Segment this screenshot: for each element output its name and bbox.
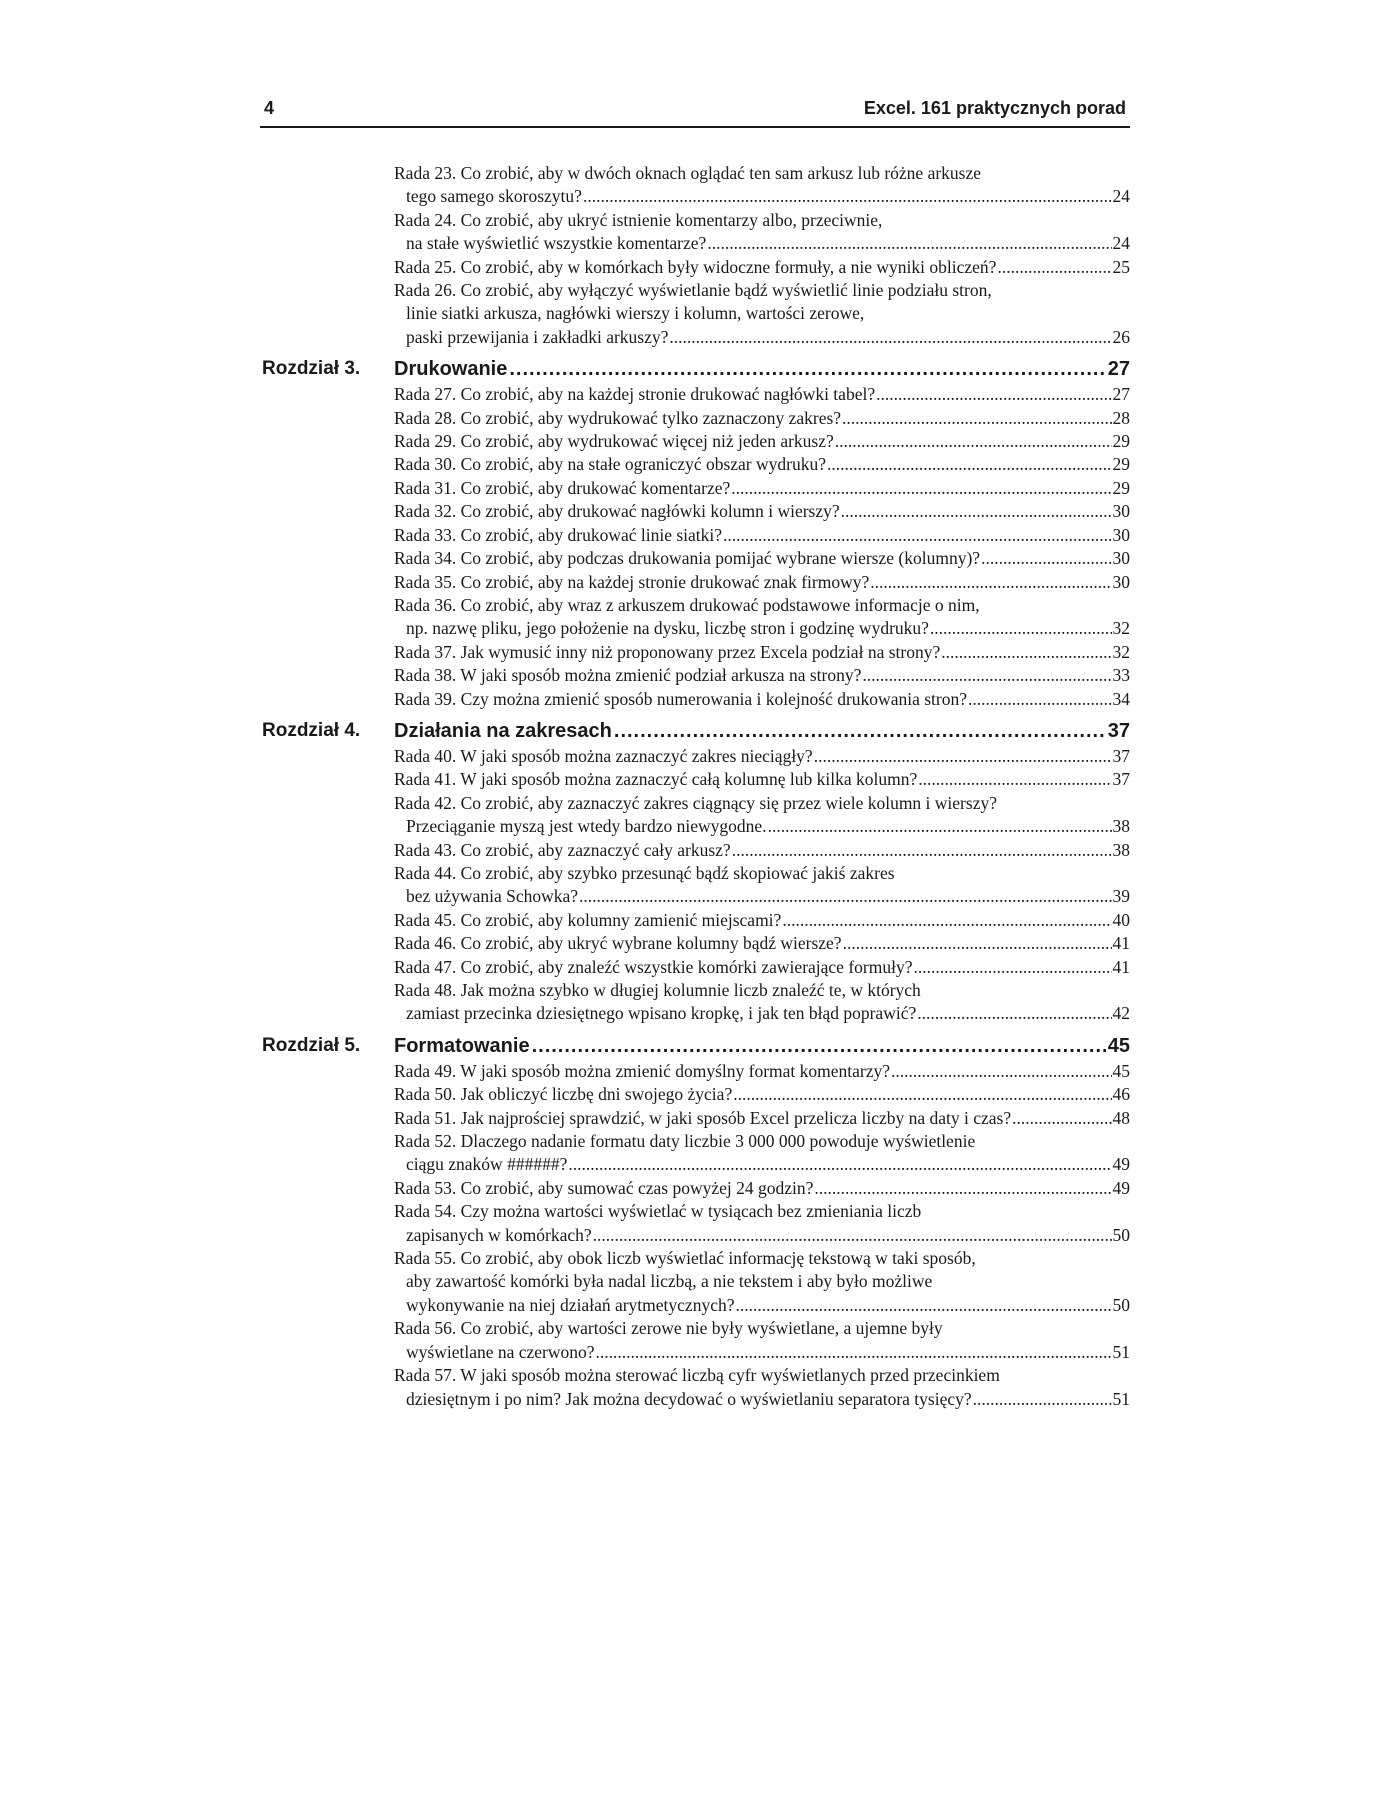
entry-text-line: Rada 34. Co zrobić, aby podczas drukowania pomijać wybrane wiersze (kolumny)? bbox=[394, 548, 981, 569]
entry-text-line: Rada 56. Co zrobić, aby wartości zerowe nie były wyświetlane, a ujemne były bbox=[394, 1318, 943, 1339]
chapter-title: Drukowanie bbox=[394, 358, 508, 381]
entry-text-line: Rada 37. Jak wymusić inny niż proponowany przez Excela podział na strony? bbox=[394, 641, 941, 662]
dot-leader bbox=[731, 477, 1111, 500]
table-of-contents bbox=[262, 162, 1130, 1411]
entry-text-line: Rada 25. Co zrobić, aby w komórkach były widoczne formuły, a nie wyniki obliczeń? bbox=[394, 256, 997, 277]
entry-text-line: Rada 33. Co zrobić, aby drukować linie siatki? bbox=[394, 524, 723, 545]
toc-entry[interactable] bbox=[394, 524, 1130, 547]
entry-last-line bbox=[394, 909, 1130, 932]
entry-page-number: 30 bbox=[1112, 524, 1130, 545]
toc-entry[interactable] bbox=[394, 932, 1130, 955]
entry-text-line: Rada 24. Co zrobić, aby ukryć istnienie komentarzy albo, przeciwnie, bbox=[394, 209, 883, 230]
entry-page-number: 38 bbox=[1112, 839, 1130, 860]
dot-leader bbox=[941, 641, 1111, 664]
toc-entry[interactable] bbox=[394, 407, 1130, 430]
entry-text-line: Rada 41. W jaki sposób można zaznaczyć całą kolumnę lub kilka kolumn? bbox=[394, 769, 918, 790]
entry-last-line bbox=[394, 232, 1130, 255]
dot-leader bbox=[842, 407, 1111, 430]
dot-leader bbox=[814, 1177, 1111, 1200]
dot-leader bbox=[579, 885, 1111, 908]
entry-last-line bbox=[394, 407, 1130, 430]
entry-page-number: 34 bbox=[1112, 688, 1130, 709]
entry-text-line: Rada 23. Co zrobić, aby w dwóch oknach oglądać ten sam arkusz lub różne arkusze bbox=[394, 163, 982, 183]
dot-leader bbox=[532, 1035, 1106, 1058]
entry-last-line bbox=[394, 956, 1130, 979]
chapter-label: Rozdział 3. bbox=[262, 358, 361, 380]
entry-text-line: np. nazwę pliku, jego położenie na dysku, liczbę stron i godzinę wydruku? bbox=[406, 618, 929, 639]
entry-last-line bbox=[394, 500, 1130, 523]
entry-page-number: 24 bbox=[1112, 233, 1130, 254]
entry-text-line: Rada 53. Co zrobić, aby sumować czas powyżej 24 godzin? bbox=[394, 1177, 814, 1198]
entry-last-line bbox=[394, 1153, 1130, 1176]
entry-last-line bbox=[394, 1224, 1130, 1247]
dot-leader bbox=[669, 326, 1111, 349]
entry-page-number: 25 bbox=[1112, 256, 1130, 277]
toc-entry[interactable] bbox=[394, 641, 1130, 664]
entry-text-line: Rada 29. Co zrobić, aby wydrukować więcej niż jeden arkusz? bbox=[394, 431, 834, 452]
chapter-label: Rozdział 5. bbox=[262, 1034, 361, 1056]
dot-leader bbox=[918, 768, 1111, 791]
entry-page-number: 30 bbox=[1112, 571, 1130, 592]
dot-leader bbox=[733, 1083, 1111, 1106]
toc-entry[interactable] bbox=[394, 1364, 1130, 1411]
toc-entry[interactable] bbox=[394, 453, 1130, 476]
entry-text-line: Rada 46. Co zrobić, aby ukryć wybrane kolumny bądź wiersze? bbox=[394, 933, 842, 954]
chapter-page-number: 37 bbox=[1107, 719, 1130, 742]
dot-leader bbox=[593, 1224, 1112, 1247]
chapter-page-number: 45 bbox=[1107, 1034, 1130, 1057]
chapter-title-row bbox=[394, 720, 1130, 743]
toc-entry[interactable] bbox=[394, 1060, 1130, 1083]
entry-text-line: wyświetlane na czerwono? bbox=[406, 1341, 595, 1362]
entry-text-line: zamiast przecinka dziesiętnego wpisano kropkę, i jak ten błąd poprawić? bbox=[406, 1003, 917, 1024]
entry-last-line bbox=[394, 453, 1130, 476]
toc-entry[interactable] bbox=[394, 839, 1130, 862]
entry-last-line bbox=[394, 688, 1130, 711]
dot-leader bbox=[614, 720, 1106, 743]
toc-entry[interactable] bbox=[394, 1107, 1130, 1130]
toc-entry[interactable] bbox=[394, 594, 1130, 641]
toc-entry[interactable] bbox=[394, 1247, 1130, 1317]
toc-entry[interactable] bbox=[394, 477, 1130, 500]
entry-last-line bbox=[394, 185, 1130, 208]
entry-text-line: Rada 28. Co zrobić, aby wydrukować tylko zaznaczony zakres? bbox=[394, 407, 842, 428]
dot-leader bbox=[862, 664, 1111, 687]
chapter-title: Działania na zakresach bbox=[394, 719, 612, 742]
entry-page-number: 40 bbox=[1112, 909, 1130, 930]
entry-text-line: linie siatki arkusza, nagłówki wierszy i kolumn, wartości zerowe, bbox=[406, 303, 865, 324]
entry-text-line: Rada 45. Co zrobić, aby kolumny zamienić miejscami? bbox=[394, 909, 782, 930]
entry-last-line bbox=[394, 1341, 1130, 1364]
entry-text-line: Rada 39. Czy można zmienić sposób numerowania i kolejność drukowania stron? bbox=[394, 688, 967, 709]
entry-text-line: Rada 43. Co zrobić, aby zaznaczyć cały arkusz? bbox=[394, 839, 731, 860]
entry-page-number: 39 bbox=[1112, 886, 1130, 907]
dot-leader bbox=[870, 571, 1111, 594]
toc-entry[interactable] bbox=[394, 1130, 1130, 1177]
toc-entry[interactable] bbox=[394, 500, 1130, 523]
entry-text-line: Rada 50. Jak obliczyć liczbę dni swojego życia? bbox=[394, 1084, 733, 1105]
dot-leader bbox=[981, 547, 1111, 570]
dot-leader bbox=[843, 932, 1112, 955]
dot-leader bbox=[891, 1060, 1111, 1083]
entry-text-line: dziesiętnym i po nim? Jak można decydować o wyświetlaniu separatora tysięcy? bbox=[406, 1388, 972, 1409]
dot-leader bbox=[841, 500, 1112, 523]
entry-last-line bbox=[394, 1294, 1130, 1317]
dot-leader bbox=[707, 232, 1111, 255]
entry-page-number: 30 bbox=[1112, 501, 1130, 522]
chapter-heading[interactable] bbox=[262, 717, 1130, 745]
entry-text-line: wykonywanie na niej działań arytmetycznych? bbox=[406, 1294, 735, 1315]
entry-page-number: 37 bbox=[1112, 769, 1130, 790]
chapter-heading[interactable] bbox=[262, 355, 1130, 383]
toc-entry[interactable] bbox=[394, 862, 1130, 909]
entry-text-line: Rada 57. W jaki sposób można sterować liczbą cyfr wyświetlanych przed przecinkiem bbox=[394, 1365, 1000, 1386]
entry-last-line bbox=[394, 839, 1130, 862]
entry-text-line: zapisanych w komórkach? bbox=[406, 1224, 592, 1245]
entry-page-number: 33 bbox=[1112, 665, 1130, 686]
dot-leader bbox=[735, 1294, 1111, 1317]
entry-last-line bbox=[394, 256, 1130, 279]
entry-last-line bbox=[394, 885, 1130, 908]
toc-entry[interactable] bbox=[394, 768, 1130, 791]
entry-text-line: Rada 31. Co zrobić, aby drukować komentarze? bbox=[394, 477, 731, 498]
entry-last-line bbox=[394, 430, 1130, 453]
chapter-section bbox=[262, 717, 1130, 1026]
entry-page-number: 50 bbox=[1112, 1294, 1130, 1315]
dot-leader bbox=[509, 358, 1105, 381]
chapter-page-number: 27 bbox=[1107, 358, 1130, 381]
toc-entry[interactable] bbox=[394, 162, 1130, 209]
toc-entry[interactable] bbox=[394, 571, 1130, 594]
dot-leader bbox=[997, 256, 1111, 279]
entry-page-number: 38 bbox=[1112, 816, 1130, 837]
toc-entry[interactable] bbox=[394, 664, 1130, 687]
entry-page-number: 28 bbox=[1112, 407, 1130, 428]
toc-entry[interactable] bbox=[394, 209, 1130, 256]
entry-text-line: Rada 52. Dlaczego nadanie formatu daty liczbie 3 000 000 powoduje wyświetlenie bbox=[394, 1131, 976, 1152]
chapter-title-row bbox=[394, 358, 1130, 381]
toc-entry[interactable] bbox=[394, 430, 1130, 453]
chapter-title-row bbox=[394, 1035, 1130, 1058]
page-header bbox=[260, 96, 1130, 128]
entry-last-line bbox=[394, 1107, 1130, 1130]
chapter-label: Rozdział 4. bbox=[262, 719, 361, 741]
entry-page-number: 46 bbox=[1112, 1084, 1130, 1105]
entry-last-line bbox=[394, 617, 1130, 640]
dot-leader bbox=[930, 617, 1112, 640]
entry-last-line bbox=[394, 524, 1130, 547]
entry-page-number: 42 bbox=[1112, 1003, 1130, 1024]
entry-text-line: ciągu znaków ######? bbox=[406, 1154, 568, 1175]
entry-text-line: Rada 27. Co zrobić, aby na każdej stronie drukować nagłówki tabel? bbox=[394, 384, 876, 405]
toc-entry[interactable] bbox=[394, 1317, 1130, 1364]
dot-leader bbox=[973, 1388, 1112, 1411]
entry-last-line bbox=[394, 1002, 1130, 1025]
dot-leader bbox=[723, 524, 1111, 547]
dot-leader bbox=[876, 383, 1111, 406]
entry-page-number: 30 bbox=[1112, 548, 1130, 569]
toc-entry[interactable] bbox=[394, 979, 1130, 1026]
entry-page-number: 29 bbox=[1112, 431, 1130, 452]
entry-page-number: 27 bbox=[1112, 384, 1130, 405]
entry-page-number: 41 bbox=[1112, 933, 1130, 954]
entry-page-number: 32 bbox=[1112, 641, 1130, 662]
dot-leader bbox=[913, 956, 1111, 979]
entry-page-number: 26 bbox=[1112, 326, 1130, 347]
entry-page-number: 24 bbox=[1112, 186, 1130, 207]
entry-text-line: Rada 26. Co zrobić, aby wyłączyć wyświetlanie bądź wyświetlić linie podziału stron, bbox=[394, 280, 992, 301]
entry-last-line bbox=[394, 326, 1130, 349]
toc-entry[interactable] bbox=[394, 547, 1130, 570]
dot-leader bbox=[782, 909, 1111, 932]
entry-text-line: Rada 30. Co zrobić, aby na stałe ograniczyć obszar wydruku? bbox=[394, 454, 826, 475]
toc-entry[interactable] bbox=[394, 745, 1130, 768]
entry-page-number: 37 bbox=[1112, 745, 1130, 766]
toc-entry[interactable] bbox=[394, 909, 1130, 932]
entry-text-line: Rada 51. Jak najprościej sprawdzić, w jaki sposób Excel przelicza liczby na daty i czas? bbox=[394, 1107, 1012, 1128]
entry-text-line: paski przewijania i zakładki arkuszy? bbox=[406, 326, 669, 347]
entry-text-line: Rada 47. Co zrobić, aby znaleźć wszystkie komórki zawierające formuły? bbox=[394, 956, 913, 977]
page-number: 4 bbox=[264, 98, 275, 118]
entry-text-line: Rada 48. Jak można szybko w długiej kolumnie liczb znaleźć te, w których bbox=[394, 980, 921, 1000]
entry-text-line: Rada 49. W jaki sposób można zmienić domyślny format komentarzy? bbox=[394, 1060, 891, 1081]
entry-last-line bbox=[394, 1388, 1130, 1411]
entry-page-number: 49 bbox=[1112, 1177, 1130, 1198]
entry-last-line bbox=[394, 383, 1130, 406]
entry-text-line: Rada 36. Co zrobić, aby wraz z arkuszem drukować podstawowe informacje o nim, bbox=[394, 594, 980, 615]
entry-text-line: tego samego skoroszytu? bbox=[406, 186, 582, 207]
toc-entry[interactable] bbox=[394, 792, 1130, 839]
dot-leader bbox=[835, 430, 1112, 453]
entry-text-line: Rada 40. W jaki sposób można zaznaczyć zakres nieciągły? bbox=[394, 745, 813, 766]
entry-text-line: Rada 38. W jaki sposób można zmienić podział arkusza na strony? bbox=[394, 665, 862, 686]
toc-entry[interactable] bbox=[394, 279, 1130, 349]
entry-last-line bbox=[394, 664, 1130, 687]
entry-text-line: Rada 44. Co zrobić, aby szybko przesunąć bądź skopiować jakiś zakres bbox=[394, 862, 895, 883]
dot-leader bbox=[814, 745, 1112, 768]
entry-last-line bbox=[394, 815, 1130, 838]
running-title: Excel. 161 praktycznych porad bbox=[863, 98, 1126, 118]
dot-leader bbox=[827, 453, 1112, 476]
dot-leader bbox=[917, 1002, 1111, 1025]
dot-leader bbox=[968, 688, 1112, 711]
entry-page-number: 41 bbox=[1112, 956, 1130, 977]
toc-entry[interactable] bbox=[394, 1083, 1130, 1106]
toc-entry[interactable] bbox=[394, 1200, 1130, 1247]
entry-last-line bbox=[394, 641, 1130, 664]
dot-leader bbox=[583, 185, 1112, 208]
entry-last-line bbox=[394, 1177, 1130, 1200]
dot-leader bbox=[568, 1153, 1111, 1176]
entry-text-line: Rada 42. Co zrobić, aby zaznaczyć zakres ciągnący się przez wiele kolumn i wierszy? bbox=[394, 792, 997, 813]
entry-page-number: 51 bbox=[1112, 1388, 1130, 1409]
entry-page-number: 45 bbox=[1112, 1060, 1130, 1081]
entry-last-line bbox=[394, 768, 1130, 791]
toc-entry[interactable] bbox=[394, 956, 1130, 979]
dot-leader bbox=[1012, 1107, 1111, 1130]
toc-entry[interactable] bbox=[394, 256, 1130, 279]
chapter-heading[interactable] bbox=[262, 1032, 1130, 1060]
entry-text-line: na stałe wyświetlić wszystkie komentarze? bbox=[406, 233, 707, 254]
entry-last-line bbox=[394, 1083, 1130, 1106]
intro-entries bbox=[262, 162, 1130, 349]
entry-text-line: aby zawartość komórki była nadal liczbą, a nie tekstem i aby było możliwe bbox=[406, 1271, 933, 1292]
entry-text-line: Przeciąganie myszą jest wtedy bardzo niewygodne. bbox=[406, 816, 767, 837]
entry-text-line: Rada 55. Co zrobić, aby obok liczb wyświetlać informację tekstową w taki sposób, bbox=[394, 1248, 976, 1269]
entry-page-number: 32 bbox=[1112, 618, 1130, 639]
toc-entry[interactable] bbox=[394, 1177, 1130, 1200]
entry-last-line bbox=[394, 571, 1130, 594]
entry-page-number: 48 bbox=[1112, 1107, 1130, 1128]
entry-page-number: 50 bbox=[1112, 1224, 1130, 1245]
entry-last-line bbox=[394, 1060, 1130, 1083]
entry-text-line: Rada 54. Czy można wartości wyświetlać w tysiącach bez zmieniania liczb bbox=[394, 1201, 922, 1222]
entry-text-line: Rada 35. Co zrobić, aby na każdej stronie drukować znak firmowy? bbox=[394, 571, 870, 592]
entry-text-line: Rada 32. Co zrobić, aby drukować nagłówki kolumn i wierszy? bbox=[394, 501, 840, 522]
dot-leader bbox=[596, 1341, 1112, 1364]
entry-last-line bbox=[394, 745, 1130, 768]
chapter-section bbox=[262, 1032, 1130, 1411]
entry-last-line bbox=[394, 547, 1130, 570]
entry-page-number: 29 bbox=[1112, 454, 1130, 475]
chapter-title: Formatowanie bbox=[394, 1034, 530, 1057]
dot-leader bbox=[768, 815, 1112, 838]
entry-page-number: 51 bbox=[1112, 1341, 1130, 1362]
entry-last-line bbox=[394, 932, 1130, 955]
entry-page-number: 29 bbox=[1112, 477, 1130, 498]
dot-leader bbox=[732, 839, 1112, 862]
entry-text-line: bez używania Schowka? bbox=[406, 886, 579, 907]
entry-last-line bbox=[394, 477, 1130, 500]
toc-entry[interactable] bbox=[394, 383, 1130, 406]
chapter-section bbox=[262, 355, 1130, 711]
toc-entry[interactable] bbox=[394, 688, 1130, 711]
entry-page-number: 49 bbox=[1112, 1154, 1130, 1175]
